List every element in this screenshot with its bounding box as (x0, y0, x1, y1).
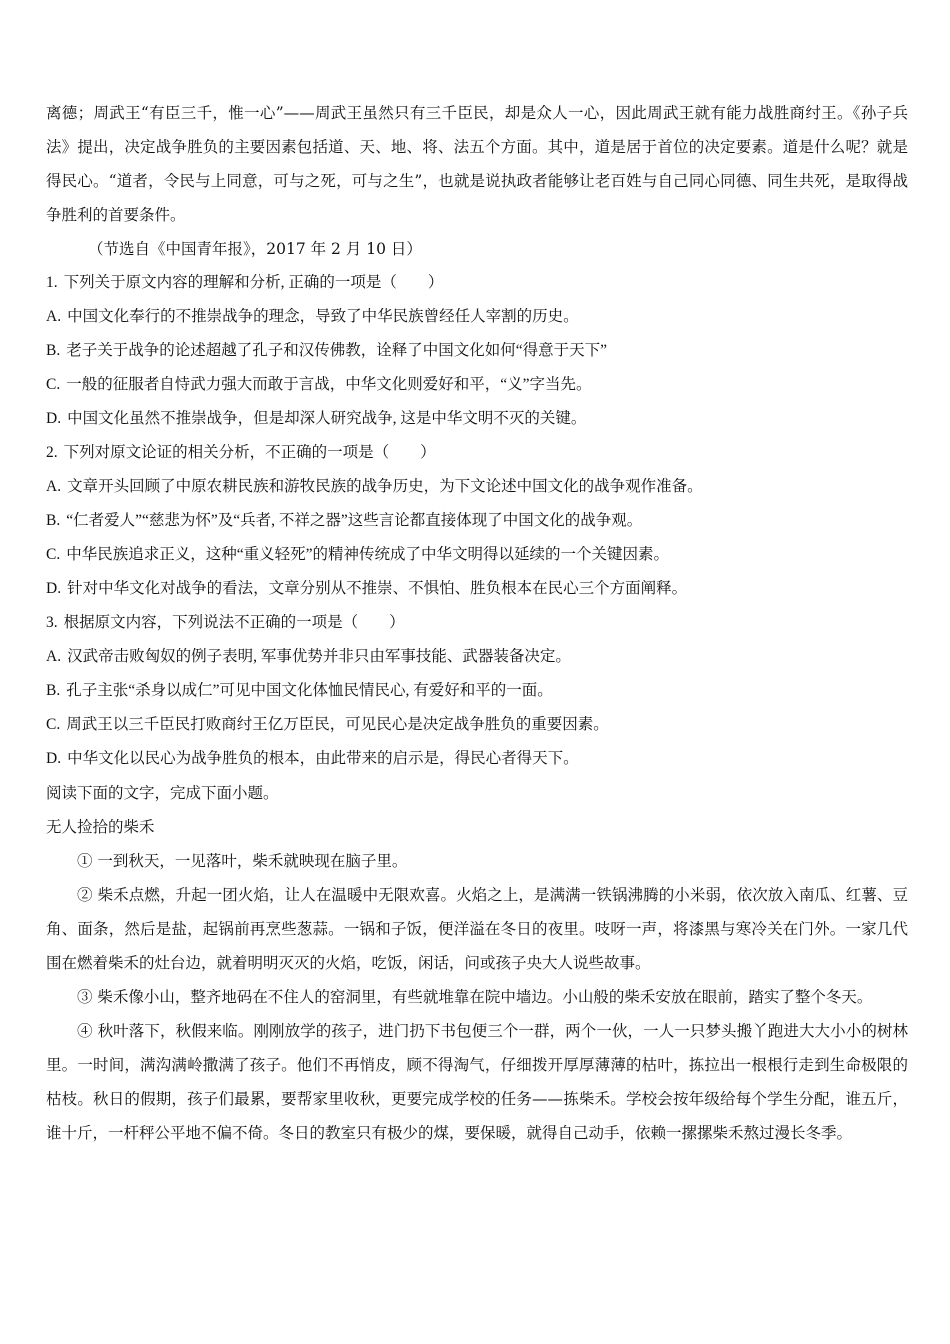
question-number: 2. (46, 444, 58, 461)
question-number: 1. (46, 274, 58, 291)
option-text: 汉武帝击败匈奴的例子表明, 军事优势并非只由军事技能、武器装备决定。 (67, 648, 571, 665)
option-letter: B. (46, 512, 61, 529)
question-number: 3. (46, 614, 58, 631)
option-d (46, 742, 908, 776)
option-text: 针对中华文化对战争的看法，文章分别从不推崇、不惧怕、胜负根本在民心三个方面阐释。 (67, 580, 688, 597)
question-text: 下列对原文论证的相关分析，不正确的一项是（ ） (63, 444, 436, 461)
question-3 (46, 606, 908, 776)
option-letter: A. (46, 648, 62, 665)
question-2 (46, 436, 908, 606)
option-c (46, 368, 908, 402)
option-text: 孔子主张“杀身以成仁”可见中国文化体恤民情民心, 有爱好和平的一面。 (66, 682, 553, 699)
question-stem (46, 606, 908, 640)
question-1 (46, 266, 908, 436)
option-d (46, 572, 908, 606)
question-text: 根据原文内容，下列说法不正确的一项是（ ） (63, 614, 405, 631)
option-letter: D. (46, 410, 62, 427)
passage-one-paragraph: 离德；周武王“有臣三千，惟一心”——周武王虽然只有三千臣民，却是众人一心，因此周武王就有能力战胜商纣王。《孙子兵法》提出，决定战争胜负的主要因素包括道、天、地、将、法五个方面。其中，道是居于首位的决定要素。道是什么呢？就是得民心。“道者，令民与上同意，可与之死，可与之生”，也就是说执政者能够让老百姓与自己同心同德、同生共死，是取得战争胜利的首要条件。 (46, 104, 908, 224)
question-stem (46, 266, 908, 300)
option-c (46, 538, 908, 572)
option-letter: B. (46, 342, 61, 359)
option-text: 周武王以三千臣民打败商纣王亿万臣民，可见民心是决定战争胜负的重要因素。 (66, 716, 609, 733)
option-a (46, 640, 908, 674)
option-c (46, 708, 908, 742)
passage-two (46, 810, 908, 1150)
passage-paragraph-4: ④ 秋叶落下，秋假来临。刚刚放学的孩子，进门扔下书包便三个一群，两个一伙，一人一只梦头搬丫跑进大大小小的树林里。一时间，满沟满岭撒满了孩子。他们不再悄皮，顾不得淘气，仔细拨开厚厚薄薄的枯叶，拣拉出一根根行走到生命极限的枯枝。秋日的假期，孩子们最累，要帮家里收秋，更要完成学校的任务——拣柴禾。学校会按年级给每个学生分配，谁五斤，谁十斤，一杆秤公平地不偏不倚。冬日的教室只有极少的煤，要保暖，就得自己动手，依赖一摞摞柴禾熬过漫长冬季。 (46, 1022, 908, 1142)
option-text: 中国文化奉行的不推崇战争的理念，导致了中华民族曾经任人宰割的历史。 (67, 308, 579, 325)
option-letter: D. (46, 580, 62, 597)
option-b (46, 674, 908, 708)
option-text: 老子关于战争的论述超越了孔子和汉传佛教，诠释了中国文化如何“得意于天下” (66, 342, 607, 359)
question-stem (46, 436, 908, 470)
passage-paragraph-3: ③ 柴禾像小山，整齐地码在不住人的窑洞里，有些就堆靠在院中墙边。小山般的柴禾安放在眼前，踏实了整个冬天。 (77, 988, 873, 1006)
option-text: 文章开头回顾了中原农耕民族和游牧民族的战争历史，为下文论述中国文化的战争观作准备。 (67, 478, 703, 495)
option-letter: A. (46, 308, 62, 325)
option-letter: C. (46, 546, 61, 563)
option-text: “仁者爱人”“慈悲为怀”及“兵者, 不祥之器”这些言论都直接体现了中国文化的战争观。 (66, 512, 643, 529)
passage-paragraph-1: ① 一到秋天，一见落叶，柴禾就映现在脑子里。 (77, 852, 408, 870)
reading-instruction: 阅读下面的文字，完成下面小题。 (46, 784, 279, 802)
option-letter: B. (46, 682, 61, 699)
option-b (46, 334, 908, 368)
option-text: 一般的征服者自恃武力强大而敢于言战，中华文化则爱好和平，“义”字当先。 (66, 376, 592, 393)
passage-title: 无人捡拾的柴禾 (46, 818, 155, 836)
option-letter: D. (46, 750, 62, 767)
passage-one (46, 96, 908, 266)
option-letter: A. (46, 478, 62, 495)
option-text: 中国文化虽然不推崇战争，但是却深人研究战争, 这是中华文明不灭的关键。 (67, 410, 587, 427)
source-citation: （节选自《中国青年报》，2017 年 2 月 10 日） (88, 240, 422, 258)
question-text: 下列关于原文内容的理解和分析, 正确的一项是（ ） (63, 274, 444, 291)
option-a (46, 300, 908, 334)
option-letter: C. (46, 376, 61, 393)
document-page (46, 96, 908, 1150)
option-text: 中华民族追求正义，这种“重义轻死”的精神传统成了中华文明得以延续的一个关键因素。 (66, 546, 669, 563)
passage-paragraph-2: ② 柴禾点燃，升起一团火焰，让人在温暖中无限欢喜。火焰之上，是满满一铁锅沸腾的小米弱，依次放入南瓜、红薯、豆角、面条，然后是盐，起锅前再烹些葱蒜。一锅和子饭，便洋溢在冬日的夜里。吱呀一声，将漆黑与寒冷关在门外。一家几代围在燃着柴禾的灶台边，就着明明灭灭的火焰，吃饭，闲话，问或孩子央大人说些故事。 (46, 886, 908, 972)
option-d (46, 402, 908, 436)
option-letter: C. (46, 716, 61, 733)
option-b (46, 504, 908, 538)
option-text: 中华文化以民心为战争胜负的根本，由此带来的启示是，得民心者得天下。 (67, 750, 579, 767)
option-a (46, 470, 908, 504)
